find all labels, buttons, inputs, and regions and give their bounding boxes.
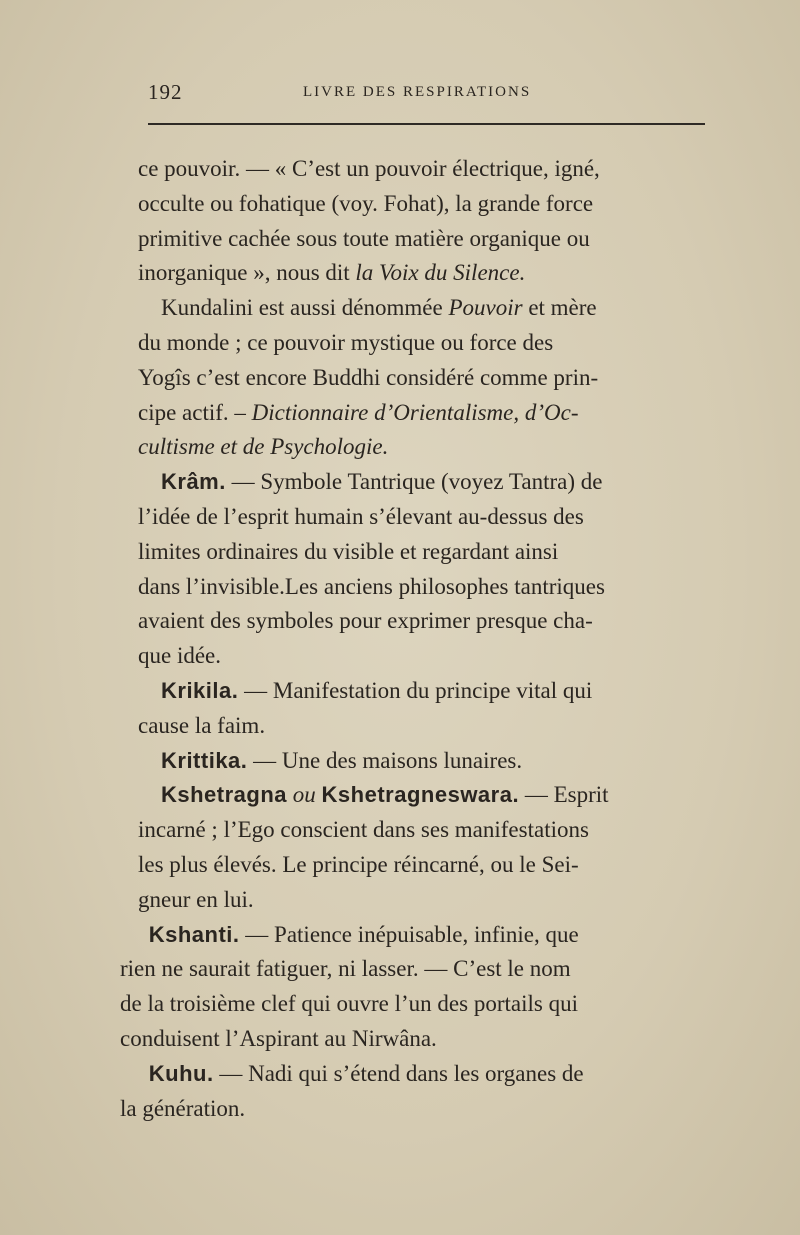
text-line: [120, 639, 710, 674]
text-run: inorganique », nous dit: [138, 260, 356, 286]
text-run: — Patience inépuisable, infinie, que: [239, 921, 579, 947]
italic-text: Dictionnaire d’Orientalisme, d’Oc-: [251, 399, 579, 425]
glossary-term: Kshetragneswara.: [321, 782, 520, 808]
text-line: [120, 1092, 710, 1127]
text-run: que idée.: [138, 643, 222, 669]
italic-text: ou: [292, 782, 316, 808]
text-line: [120, 1022, 710, 1057]
text-line: [120, 187, 710, 222]
text-line: [120, 326, 710, 361]
text-run: primitive cachée sous toute matière organique ou: [138, 225, 590, 251]
text-run: rien ne saurait fatiguer, ni lasser. — C’est le nom: [120, 956, 571, 982]
text-line: [120, 500, 710, 535]
text-line: [120, 813, 710, 848]
text-line: [120, 918, 710, 953]
text-run: [120, 1061, 149, 1086]
page-number: 192: [148, 80, 183, 104]
text-line: [120, 256, 710, 291]
glossary-term: Krâm.: [161, 469, 226, 495]
text-run: dans l’invisible.Les anciens philosophes tantriques: [138, 573, 605, 599]
text-line: [120, 987, 710, 1022]
text-run: l’idée de l’esprit humain s’élevant au-dessus des: [138, 503, 584, 529]
text-line: [120, 744, 710, 779]
text-line: [120, 222, 710, 257]
text-run: cause la faim.: [138, 712, 266, 738]
text-line: [120, 1057, 710, 1092]
text-run: — Nadi qui s’étend dans les organes de: [213, 1060, 584, 1086]
text-run: limites ordinaires du visible et regardant ainsi: [138, 538, 559, 564]
text-run: [138, 748, 161, 773]
text-line: [120, 430, 710, 465]
text-run: les plus élevés. Le principe réincarné, ou le Sei-: [138, 851, 579, 877]
text-run: gneur en lui.: [138, 886, 254, 912]
text-line: [120, 396, 710, 431]
glossary-term: Krittika.: [161, 747, 248, 773]
text-line: [120, 535, 710, 570]
text-run: Kundalini est aussi dénommée: [138, 295, 449, 321]
text-line: [120, 848, 710, 883]
header-rule: [148, 123, 705, 125]
text-line: [120, 361, 710, 396]
text-run: de la troisième clef qui ouvre l’un des portails qui: [120, 991, 578, 1017]
text-line: [120, 465, 710, 500]
glossary-term: Krikila.: [161, 677, 239, 703]
text-run: — Esprit: [519, 782, 609, 808]
italic-text: Pouvoir: [448, 295, 523, 321]
text-line: [120, 778, 710, 813]
text-run: avaient des symboles pour exprimer presque cha-: [138, 608, 593, 634]
page-header: [148, 80, 708, 110]
text-line: [120, 709, 710, 744]
running-title: LIVRE DES RESPIRATIONS: [303, 84, 532, 100]
italic-text: la Voix du Silence.: [355, 260, 526, 286]
text-run: [138, 469, 161, 494]
text-run: ce pouvoir. — « C’est un pouvoir électrique, igné,: [138, 156, 600, 181]
text-run: [138, 678, 161, 703]
glossary-term: Kshetragna: [161, 782, 288, 808]
text-line: [120, 570, 710, 605]
text-line: [120, 152, 710, 187]
italic-text: cultisme et de Psychologie.: [138, 434, 389, 460]
text-run: conduisent l’Aspirant au Nirwâna.: [120, 1025, 437, 1051]
text-line: [120, 952, 710, 987]
text-run: occulte ou fohatique (voy. Fohat), la grande force: [138, 190, 594, 216]
body-text: [120, 152, 710, 1126]
text-run: — Manifestation du principe vital qui: [238, 677, 593, 703]
text-run: incarné ; l’Ego conscient dans ses manifestations: [138, 817, 589, 843]
text-run: et mère: [522, 295, 597, 321]
text-line: [120, 291, 710, 326]
text-line: [120, 883, 710, 918]
text-line: [120, 604, 710, 639]
text-run: [138, 782, 161, 807]
text-run: la génération.: [120, 1095, 246, 1121]
text-run: du monde ; ce pouvoir mystique ou force des: [138, 329, 554, 355]
text-run: [120, 922, 149, 947]
glossary-term: Kshanti.: [148, 921, 240, 947]
text-line: [120, 674, 710, 709]
text-run: cipe actif. –: [138, 399, 252, 425]
glossary-term: Kuhu.: [148, 1060, 214, 1086]
text-run: — Une des maisons lunaires.: [247, 747, 523, 773]
text-run: — Symbole Tantrique (voyez Tantra) de: [225, 469, 603, 495]
text-run: Yogîs c’est encore Buddhi considéré comme prin-: [138, 364, 599, 390]
